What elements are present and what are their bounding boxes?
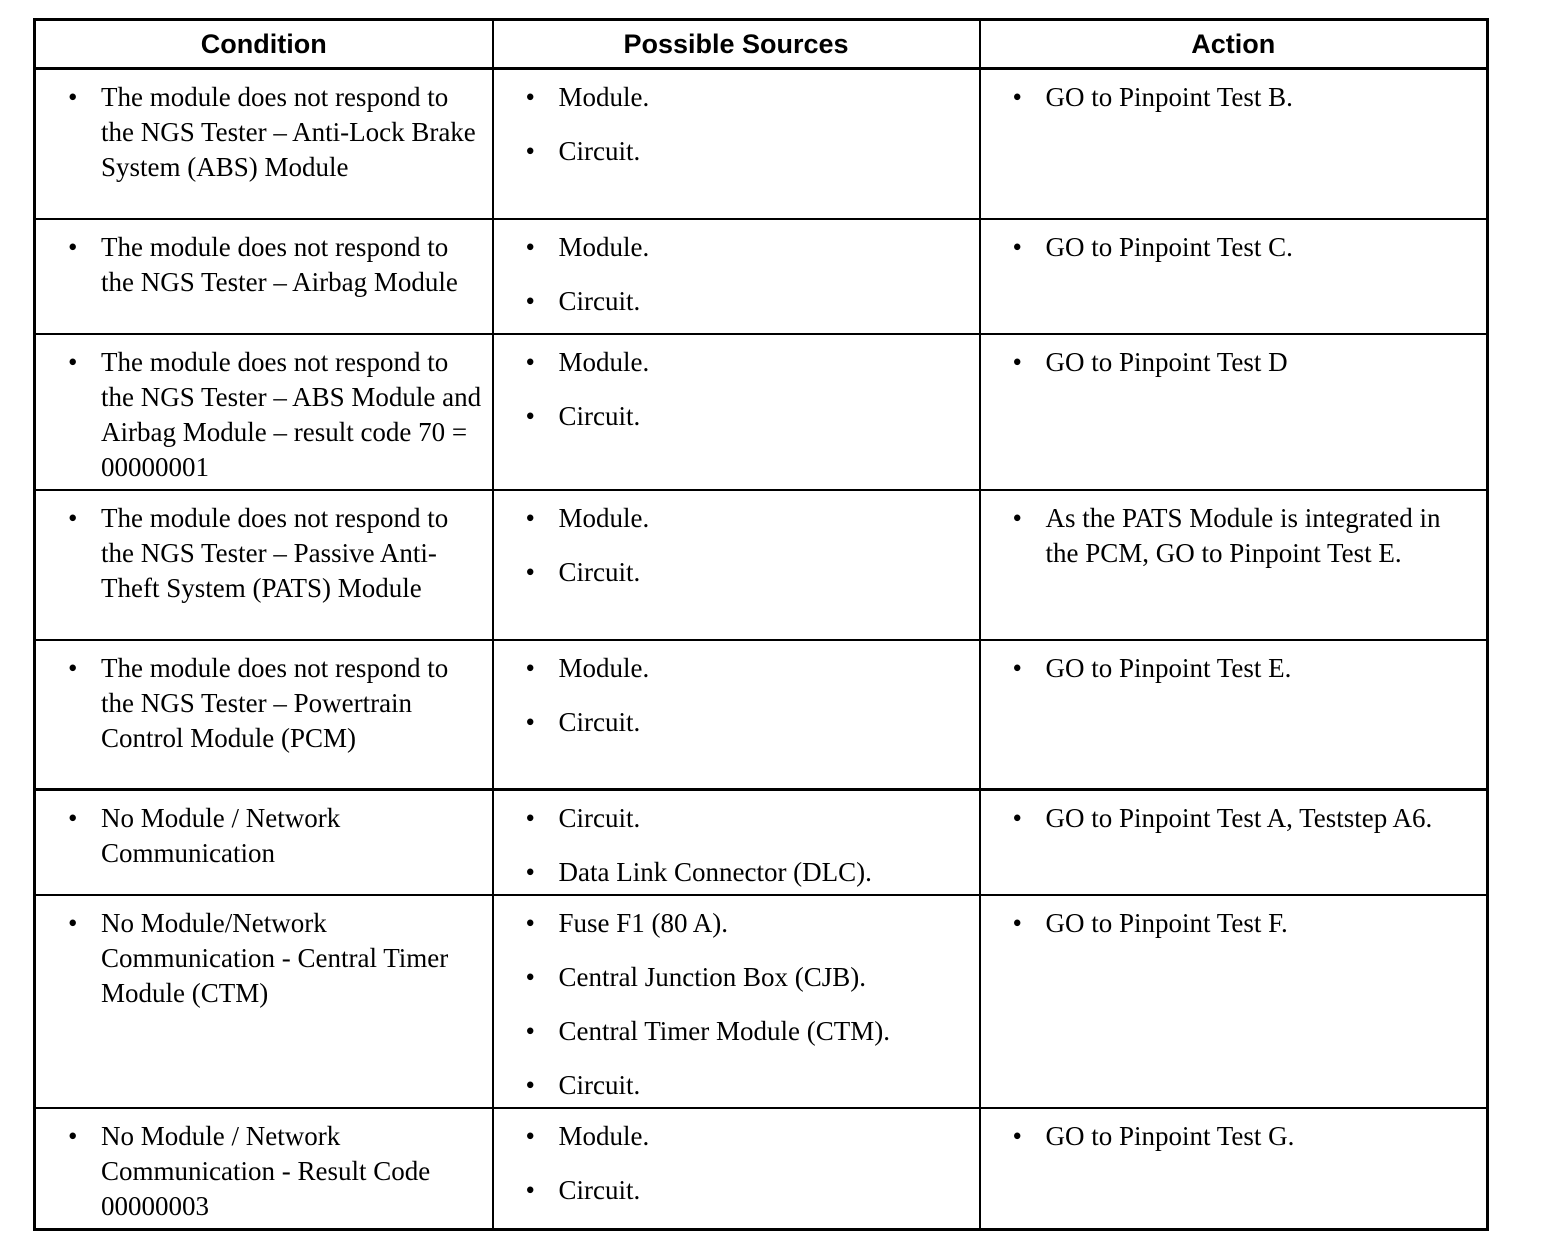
source-item: • Module. bbox=[526, 1119, 971, 1154]
diagnostic-table bbox=[33, 18, 1489, 1231]
action-cell bbox=[980, 790, 1488, 896]
table-row bbox=[35, 219, 1488, 334]
condition-cell bbox=[35, 490, 493, 640]
action-cell bbox=[980, 490, 1488, 640]
action-text: • GO to Pinpoint Test D bbox=[1013, 345, 1479, 380]
table-row bbox=[35, 790, 1488, 896]
table-row bbox=[35, 334, 1488, 490]
header-possible-sources: Possible Sources bbox=[493, 20, 980, 69]
condition-text: • The module does not respond to the NGS Tester – ABS Module and Airbag Module – result code 70 = 00000001 bbox=[68, 345, 484, 485]
sources-cell bbox=[493, 895, 980, 1108]
source-item: • Circuit. bbox=[526, 801, 971, 836]
action-cell bbox=[980, 69, 1488, 219]
action-text: • GO to Pinpoint Test B. bbox=[1013, 80, 1479, 115]
action-text: • GO to Pinpoint Test C. bbox=[1013, 230, 1479, 265]
condition-text: • No Module / Network Communication - Result Code 00000003 bbox=[68, 1119, 484, 1224]
source-item: • Central Timer Module (CTM). bbox=[526, 1014, 971, 1049]
condition-text: • No Module / Network Communication bbox=[68, 801, 484, 871]
condition-cell bbox=[35, 790, 493, 896]
table-row bbox=[35, 895, 1488, 1108]
table-row bbox=[35, 640, 1488, 790]
condition-cell bbox=[35, 334, 493, 490]
sources-cell bbox=[493, 790, 980, 896]
source-item: • Module. bbox=[526, 230, 971, 265]
condition-text: • The module does not respond to the NGS Tester – Passive Anti-Theft System (PATS) Module bbox=[68, 501, 484, 606]
action-cell bbox=[980, 1108, 1488, 1230]
source-item: • Module. bbox=[526, 651, 971, 686]
table-row bbox=[35, 69, 1488, 219]
action-cell bbox=[980, 895, 1488, 1108]
condition-text: • No Module/Network Communication - Central Timer Module (CTM) bbox=[68, 906, 484, 1011]
action-text: • GO to Pinpoint Test A, Teststep A6. bbox=[1013, 801, 1479, 836]
sources-cell bbox=[493, 490, 980, 640]
source-item: • Circuit. bbox=[526, 555, 971, 590]
sources-cell bbox=[493, 69, 980, 219]
source-item: • Circuit. bbox=[526, 284, 971, 319]
table-row bbox=[35, 1108, 1488, 1230]
table-header-row bbox=[35, 20, 1488, 69]
action-text: • GO to Pinpoint Test F. bbox=[1013, 906, 1479, 941]
source-item: • Central Junction Box (CJB). bbox=[526, 960, 971, 995]
source-item: • Data Link Connector (DLC). bbox=[526, 855, 971, 890]
sources-cell bbox=[493, 1108, 980, 1230]
source-item: • Fuse F1 (80 A). bbox=[526, 906, 971, 941]
condition-text: • The module does not respond to the NGS Tester – Anti-Lock Brake System (ABS) Module bbox=[68, 80, 484, 185]
action-text: • GO to Pinpoint Test E. bbox=[1013, 651, 1479, 686]
source-item: • Circuit. bbox=[526, 705, 971, 740]
source-item: • Module. bbox=[526, 80, 971, 115]
sources-cell bbox=[493, 334, 980, 490]
condition-text: • The module does not respond to the NGS Tester – Airbag Module bbox=[68, 230, 484, 300]
header-condition: Condition bbox=[35, 20, 493, 69]
source-item: • Circuit. bbox=[526, 1173, 971, 1208]
header-action: Action bbox=[980, 20, 1488, 69]
source-item: • Module. bbox=[526, 501, 971, 536]
source-item: • Circuit. bbox=[526, 134, 971, 169]
action-text: • As the PATS Module is integrated in the PCM, GO to Pinpoint Test E. bbox=[1013, 501, 1479, 571]
sources-cell bbox=[493, 219, 980, 334]
action-cell bbox=[980, 219, 1488, 334]
condition-cell bbox=[35, 895, 493, 1108]
condition-cell bbox=[35, 219, 493, 334]
condition-cell bbox=[35, 69, 493, 219]
sources-cell bbox=[493, 640, 980, 790]
condition-text: • The module does not respond to the NGS Tester – Powertrain Control Module (PCM) bbox=[68, 651, 484, 756]
source-item: • Module. bbox=[526, 345, 971, 380]
condition-cell bbox=[35, 1108, 493, 1230]
source-item: • Circuit. bbox=[526, 1068, 971, 1103]
action-cell bbox=[980, 334, 1488, 490]
table-row bbox=[35, 490, 1488, 640]
action-text: • GO to Pinpoint Test G. bbox=[1013, 1119, 1479, 1154]
action-cell bbox=[980, 640, 1488, 790]
source-item: • Circuit. bbox=[526, 399, 971, 434]
condition-cell bbox=[35, 640, 493, 790]
